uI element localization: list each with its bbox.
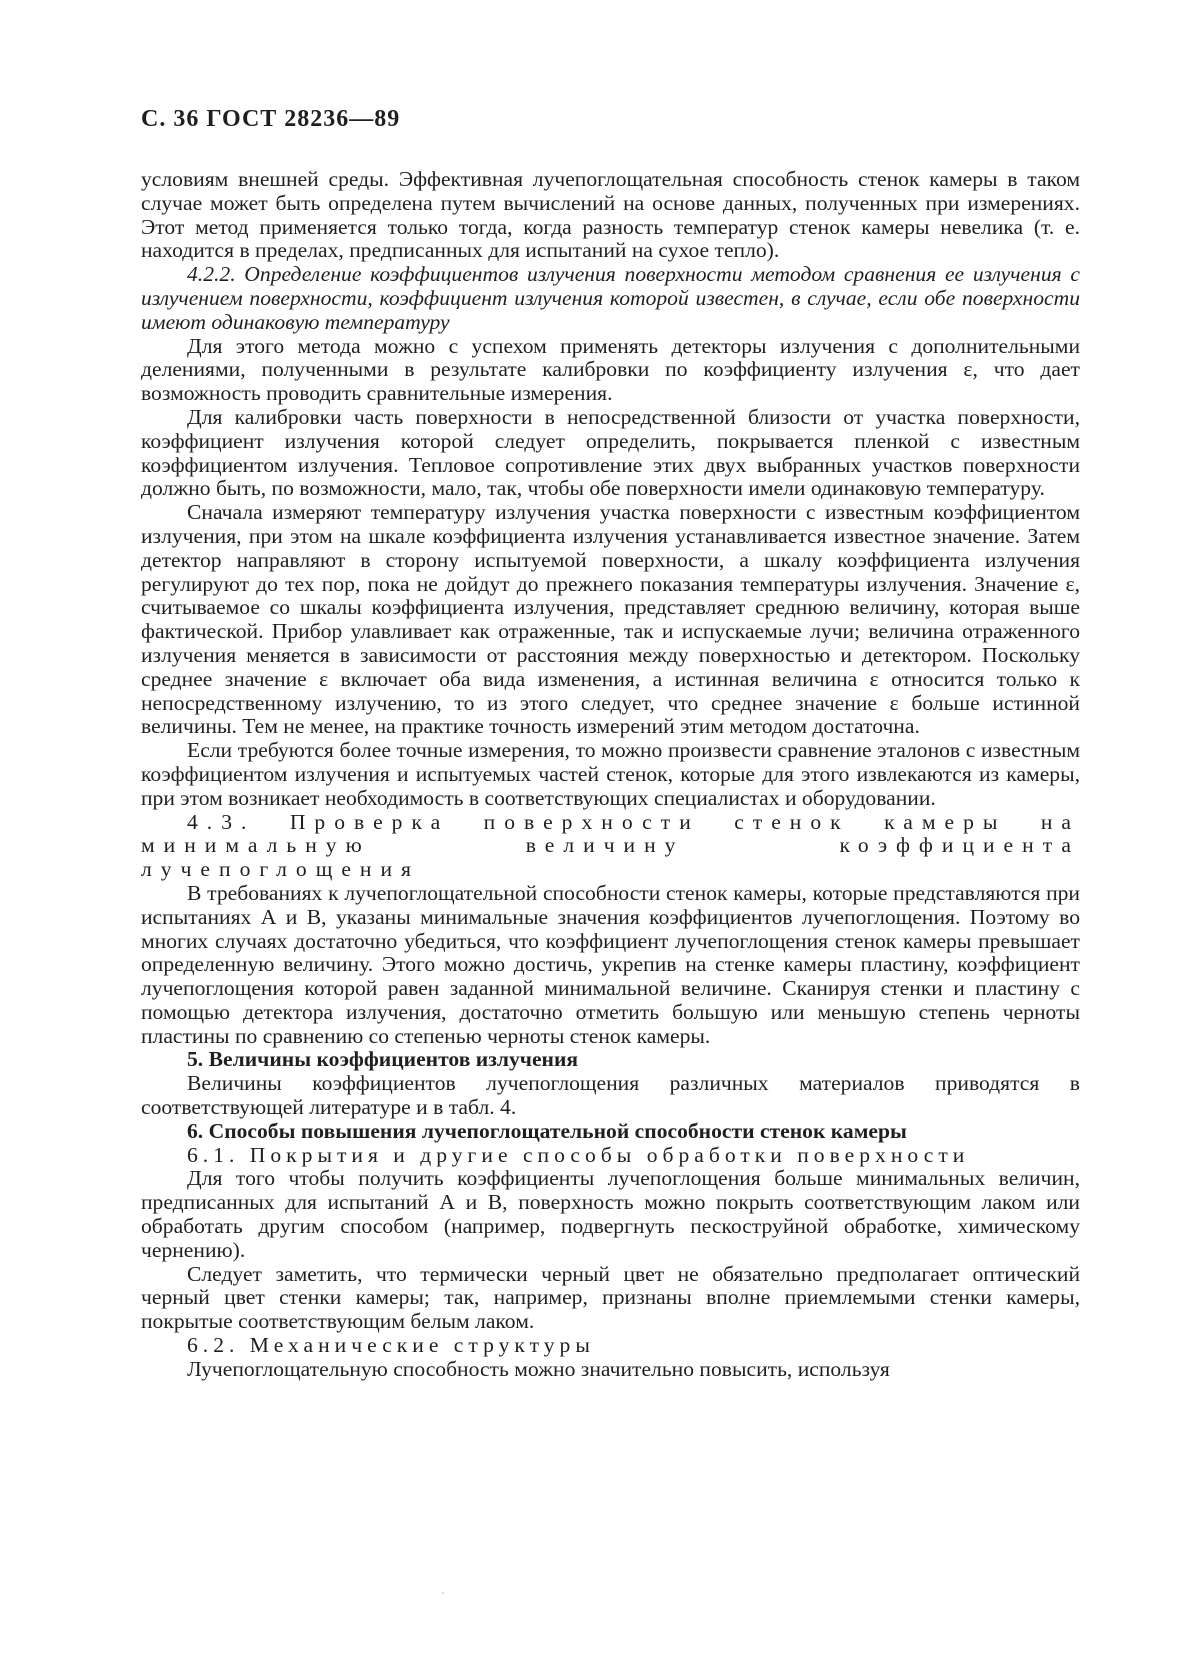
paragraph-continuation: условиям внешней среды. Эффективная лучепоглощательная способность стенок камеры в таком случае может быть определена путем вычислений на основе данных, полученных при измерениях. Этот метод применяется только тогда, когда разность температур стенок камеры невелика (т. е. находится в пределах, предписанных для испытаний на сухое тепло). <box>141 167 1080 263</box>
subsection-heading-4-3: 4.3. Проверка поверхности стенок камеры на минимальную величину коэффициента лучепоглощения <box>141 809 1080 882</box>
paragraph: Для этого метода можно с успехом применять детекторы излучения с дополнительными делениями, полученными в результате калибровки по коэффициенту излучения ε, что дает возможность проводить сравнительные измерения. <box>141 333 1080 406</box>
section-heading-5: 5. Величины коэффициентов излучения <box>187 1047 579 1072</box>
paragraph: Для того чтобы получить коэффициенты лучепоглощения больше минимальных величин, предписанных для испытаний А и В, поверхность можно покрыть соответствующим лаком или обработать другим способом (например, подвергнуть пескоструйной обработке, химическому чернению). <box>141 1166 1080 1262</box>
paragraph: Следует заметить, что термически черный цвет не обязательно предполагает оптический черный цвет стенки камеры; так, например, признаны вполне приемлемыми стенки камеры, покрытые соответствующим белым лаком. <box>141 1261 1080 1334</box>
scan-speck <box>442 1592 444 1594</box>
paragraph: Если требуются более точные измерения, то можно произвести сравнение эталонов с известным коэффициентом излучения и испытуемых частей стенок, которые для этого извлекаются из камеры, при этом возникает необходимость в соответствующих специалистах и оборудовании. <box>141 738 1080 810</box>
subsection-heading-6-1: 6.1. Покрытия и другие способы обработки поверхности <box>187 1142 970 1167</box>
section-heading-6: 6. Способы повышения лучепоглощательной способности стенок камеры <box>187 1118 907 1143</box>
document-body <box>141 168 1080 1382</box>
page-header: С. 36 ГОСТ 28236—89 <box>141 106 401 132</box>
subsection-heading-6-2: 6.2. Механические структуры <box>187 1333 595 1358</box>
paragraph: В требованиях к лучепоглощательной способности стенок камеры, которые представляются при испытаниях А и В, указаны минимальные значения коэффициентов лучепоглощения. Поэтому во многих случаях достаточно убедиться, что коэффициент лучепоглощения стенок камеры превышает определенную величину. Этого можно достичь, укрепив на стенке камеры пластину, коэффициент лучепоглощения которой равен заданной минимальной величине. Сканируя стенки и пластину с помощью детектора излучения, достаточно отметить большую или меньшую степень черноты пластины по сравнению со степенью черноты стенок камеры. <box>141 880 1080 1048</box>
paragraph: Величины коэффициентов лучепоглощения различных материалов приводятся в соответствующей литературе и в табл. 4. <box>141 1071 1080 1120</box>
paragraph: Лучепоглощательную способность можно значительно повысить, используя <box>187 1356 890 1381</box>
subsection-heading-4-2-2: 4.2.2. Определение коэффициентов излучения поверхности методом сравнения ее излучения с излучением поверхности, коэффициент излучения которой известен, в случае, если обе поверхности имеют одинаковую температуру <box>141 262 1080 334</box>
paragraph: Для калибровки часть поверхности в непосредственной близости от участка поверхности, коэффициент излучения которой следует определить, покрывается пленкой с известным коэффициентом излучения. Тепловое сопротивление этих двух выбранных участков поверхности должно быть, по возможности, мало, так, чтобы обе поверхности имели одинаковую температуру. <box>141 404 1080 501</box>
paragraph: Сначала измеряют температуру излучения участка поверхности с известным коэффициентом излучения, при этом на шкале коэффициента излучения устанавливается известное значение. Затем детектор направляют в сторону испытуемой поверхности, а шкалу коэффициента излучения регулируют до тех пор, пока не дойдут до прежнего показания температуры излучения. Значение ε, считываемое со шкалы коэффициента излучения, представляет среднюю величину, которая выше фактической. Прибор улавливает как отраженные, так и испускаемые лучи; величина отраженного излучения меняется в зависимости от расстояния между поверхностью и детектором. Поскольку среднее значение ε включает оба вида изменения, а истинная величина ε относится только к непосредственному излучению, то из этого следует, что среднее значение ε больше истинной величины. Тем не менее, на практике точность измерений этим методом достаточна. <box>141 500 1080 739</box>
